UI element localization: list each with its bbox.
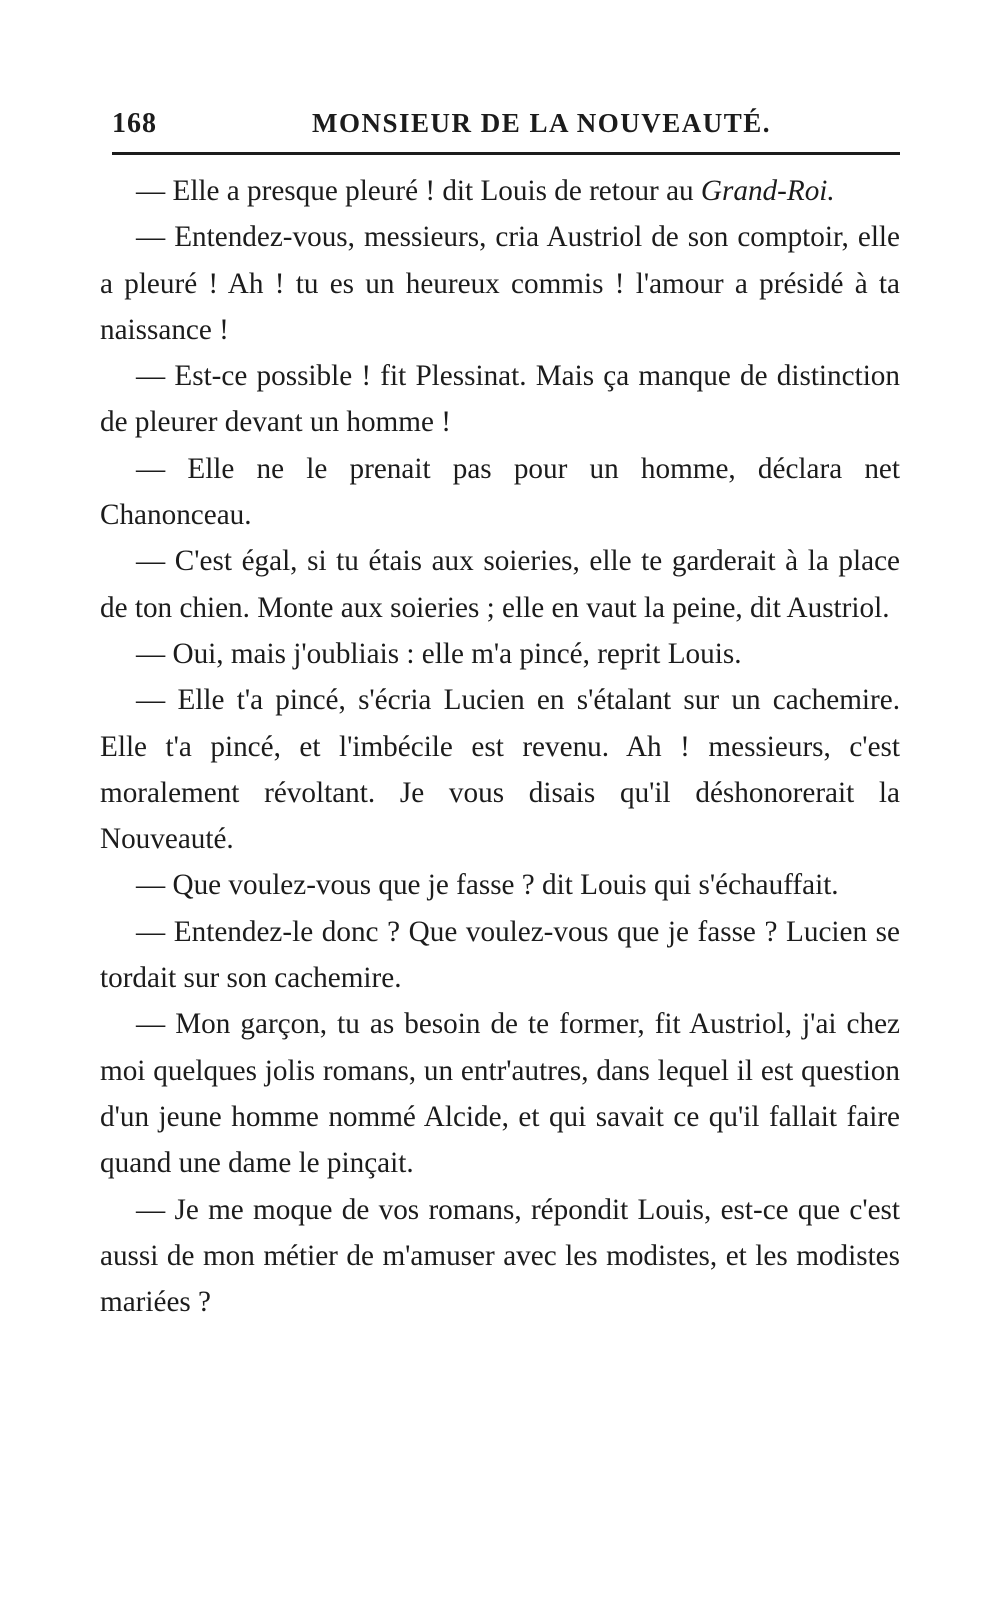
paragraph: — Elle ne le prenait pas pour un homme, déclara net Chanonceau. [100, 452, 900, 532]
running-title: MONSIEUR DE LA NOUVEAUTÉ. [312, 108, 772, 138]
paragraph: — C'est égal, si tu étais aux soieries, elle te garderait à la place de ton chien. Monte aux soieries ; elle en vaut la peine, dit Austriol. [100, 545, 900, 624]
paragraph: — Je me moque de vos romans, répondit Louis, est-ce que c'est aussi de mon métier de m'amuser avec les modistes, et les modistes mariées ? [100, 1193, 900, 1319]
paragraph: — Est-ce possible ! fit Plessinat. Mais ça manque de distinction de pleurer devant un homme ! [100, 360, 900, 439]
paragraph-text: — Elle a presque pleuré ! dit Louis de retour au [136, 175, 701, 207]
page-header [112, 100, 900, 144]
paragraph: — Entendez-le donc ? Que voulez-vous que je fasse ? Lucien se tordait sur son cachemire. [100, 915, 900, 995]
page-number: 168 [112, 108, 157, 139]
paragraph [100, 168, 900, 214]
paragraph: — Entendez-vous, messieurs, cria Austriol de son comptoir, elle a pleuré ! Ah ! tu es un heureux commis ! l'amour a présidé à ta naissance ! [100, 221, 900, 346]
paragraph-italic-text: Grand-Roi. [700, 175, 835, 207]
header-rule [112, 152, 900, 155]
paragraph: — Elle t'a pincé, s'écria Lucien en s'étalant sur un cachemire. Elle t'a pincé, et l'imbécile est revenu. Ah ! messieurs, c'est moralement révoltant. Je vous disais qu'il déshonorerait la Nouveauté. [100, 684, 900, 856]
body-text [100, 168, 900, 1325]
paragraph: — Que voulez-vous que je fasse ? dit Louis qui s'échauffait. [136, 869, 839, 902]
paragraph: — Oui, mais j'oubliais : elle m'a pincé, reprit Louis. [136, 637, 742, 670]
paragraph: — Mon garçon, tu as besoin de te former, fit Austriol, j'ai chez moi quelques jolis romans, un entr'autres, dans lequel il est question d'un jeune homme nommé Alcide, et qui savait ce qu'il fallait faire quand une dame le pinçait. [100, 1008, 900, 1180]
